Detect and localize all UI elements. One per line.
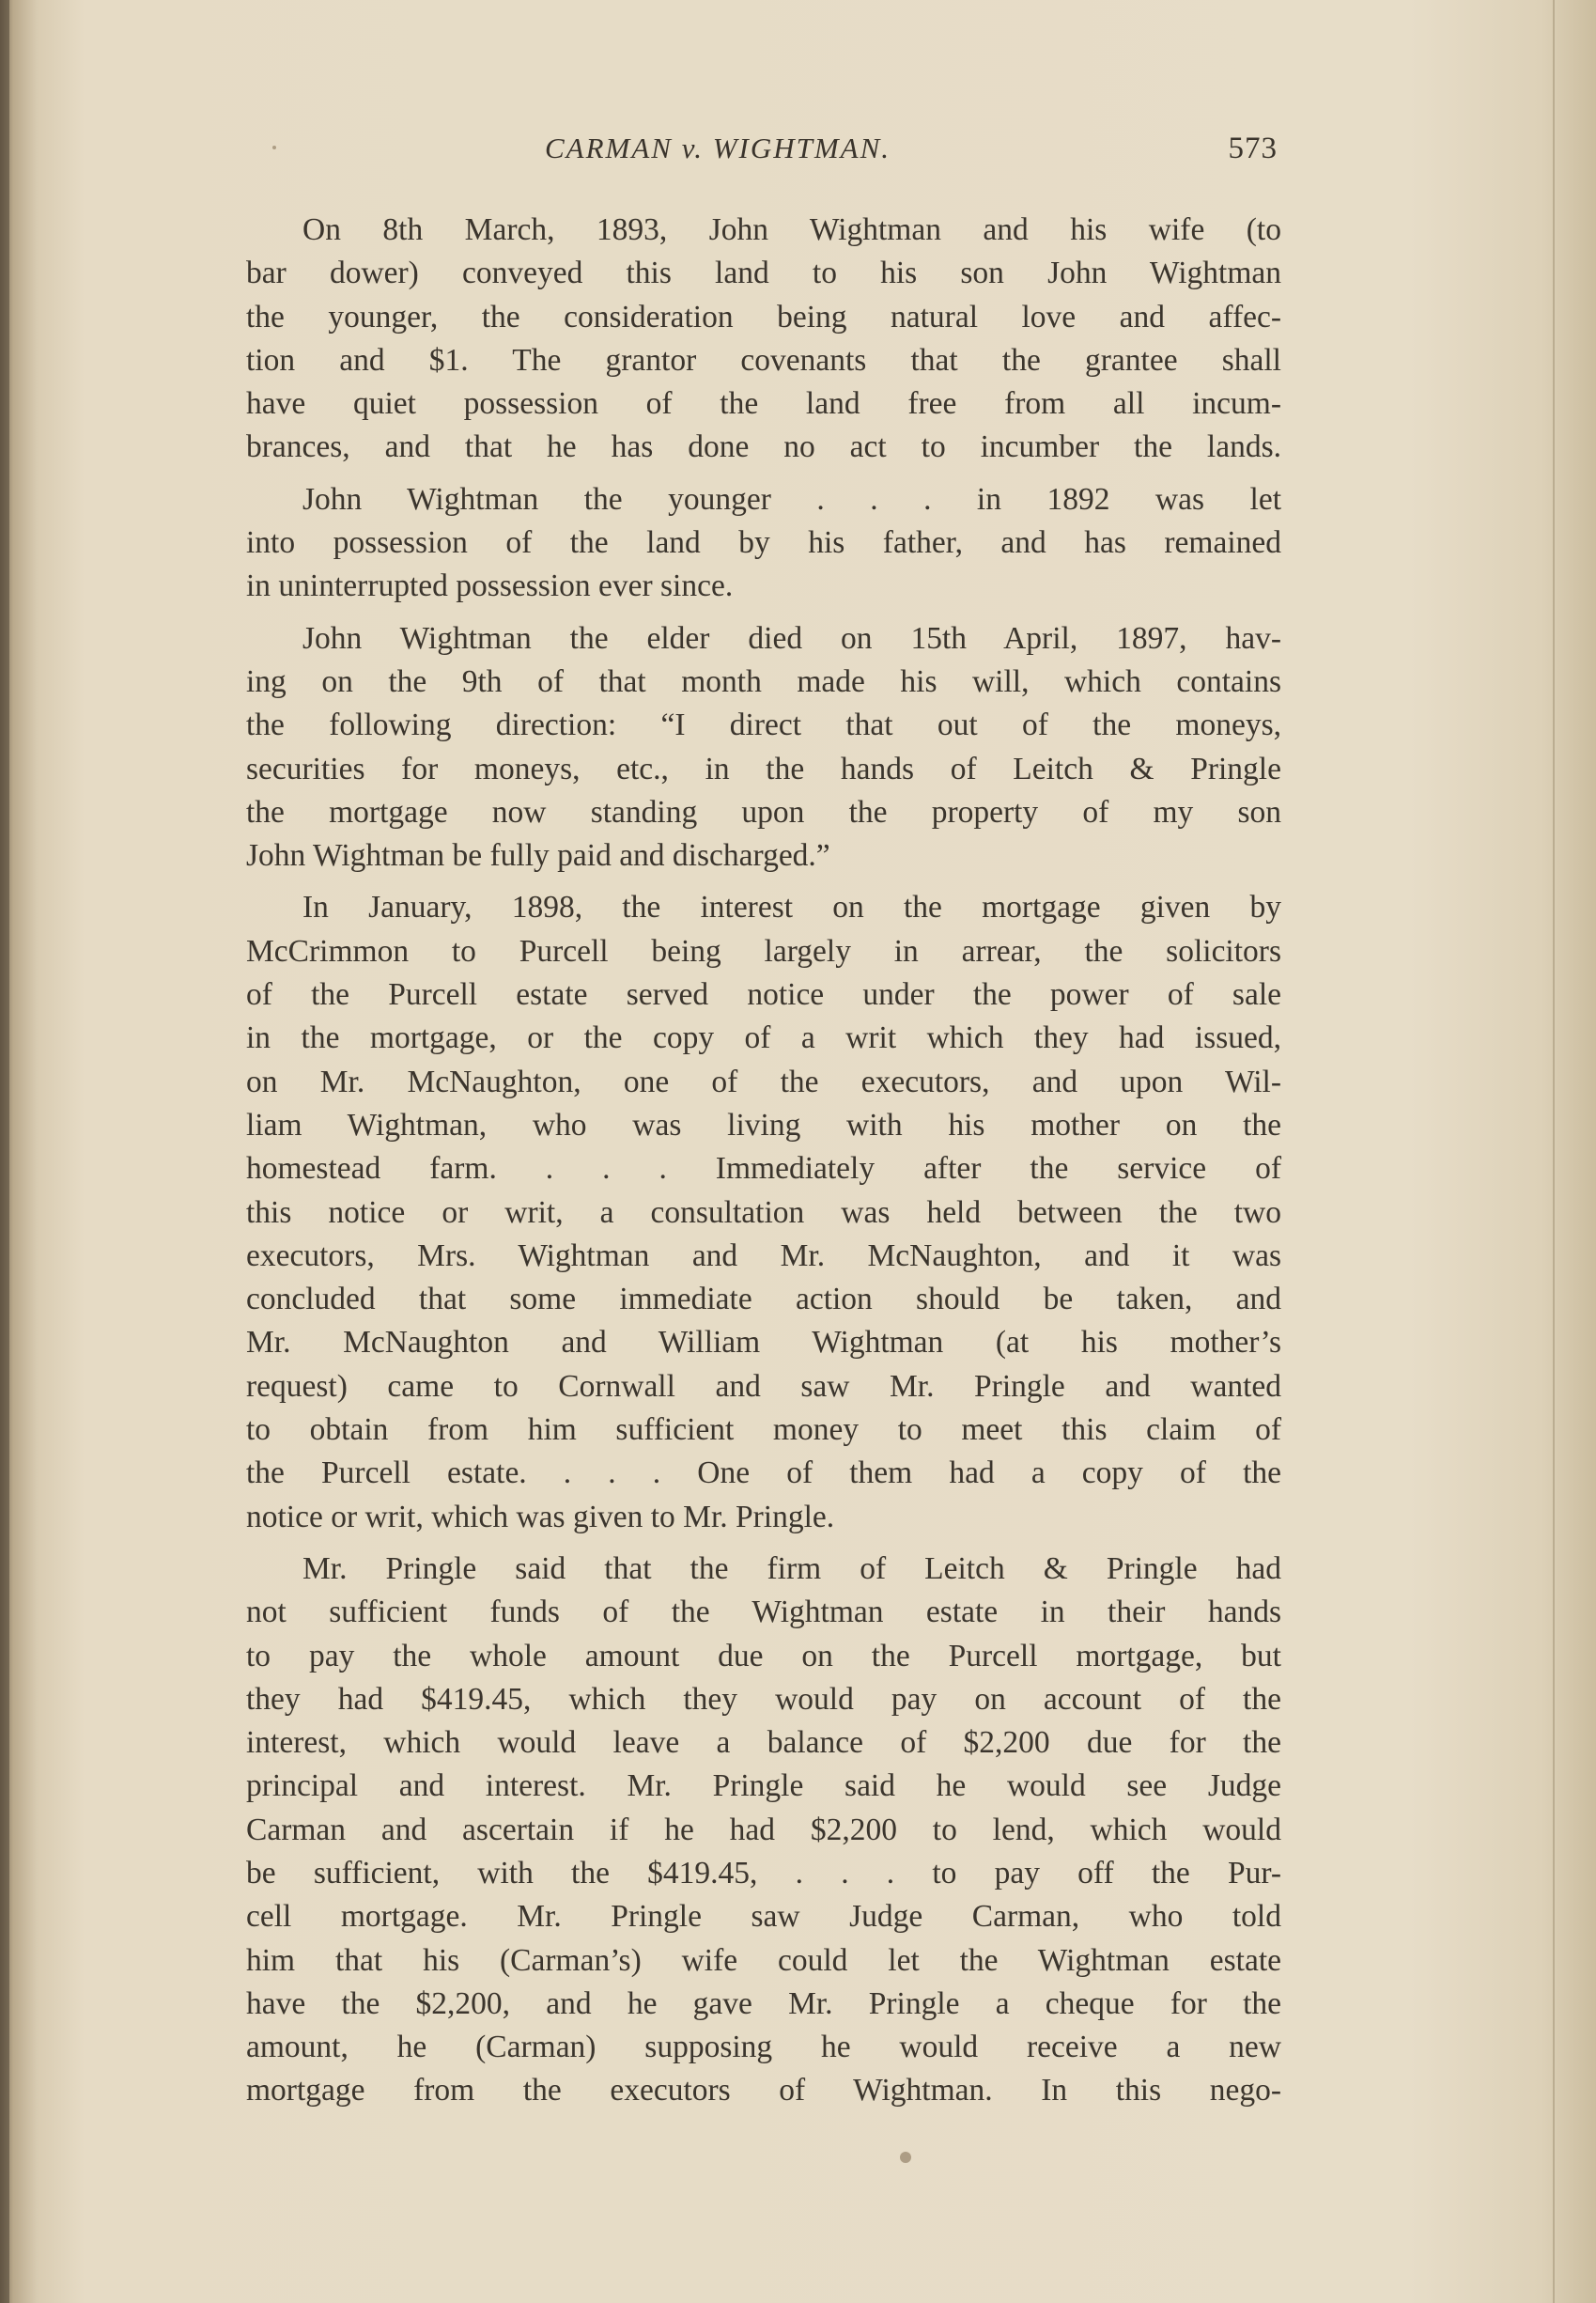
- text-line: him that his (Carman’s) wife could let the Wightman estate: [246, 1942, 1281, 1978]
- ink-speck: [900, 2152, 911, 2163]
- text-line: concluded that some immediate action should be taken, and: [246, 1282, 1281, 1317]
- text-line: the Purcell estate. . . . One of them had a copy of the: [246, 1455, 1281, 1491]
- text-line: have quiet possession of the land free from all incum-: [246, 386, 1281, 422]
- text-line: the following direction: “I direct that out of the moneys,: [246, 708, 1281, 743]
- paragraph: [246, 478, 1281, 609]
- page-header: [244, 132, 1278, 179]
- running-title: CARMAN v. WIGHTMAN.: [545, 132, 891, 164]
- text-line: brances, and that he has done no act to incumber the lands.: [246, 429, 1281, 465]
- text-line: on Mr. McNaughton, one of the executors, and upon Wil-: [246, 1064, 1281, 1099]
- text-line: Carman and ascertain if he had $2,200 to lend, which would: [246, 1812, 1281, 1847]
- text-line: this notice or writ, a consultation was held between the two: [246, 1194, 1281, 1230]
- text-line: the mortgage now standing upon the property of my son: [246, 794, 1281, 830]
- text-line: bar dower) conveyed this land to his son John Wightman: [246, 256, 1281, 291]
- text-line: of the Purcell estate served notice under the power of sale: [246, 977, 1281, 1013]
- page-number: 573: [1228, 132, 1278, 165]
- text-line: homestead farm. . . . Immediately after the service of: [246, 1151, 1281, 1187]
- text-line: cell mortgage. Mr. Pringle saw Judge Carman, who told: [246, 1899, 1281, 1935]
- text-line: request) came to Cornwall and saw Mr. Pringle and wanted: [246, 1368, 1281, 1404]
- text-line: John Wightman the younger . . . in 1892 was let: [302, 481, 1281, 517]
- paragraph: [246, 617, 1281, 879]
- text-line: notice or writ, which was given to Mr. Pringle.: [246, 1499, 835, 1534]
- text-line: the younger, the consideration being natural love and affec-: [246, 299, 1281, 335]
- text-line: into possession of the land by his father, and has remained: [246, 525, 1281, 561]
- binding-gutter: [0, 0, 9, 2303]
- paragraph: [246, 1548, 1281, 2113]
- text-line: McCrimmon to Purcell being largely in arrear, the solicitors: [246, 933, 1281, 969]
- text-line: tion and $1. The grantor covenants that the grantee shall: [246, 342, 1281, 378]
- text-line: Mr. Pringle said that the firm of Leitch & Pringle had: [302, 1550, 1281, 1586]
- ink-speck: [272, 146, 276, 149]
- text-line: liam Wightman, who was living with his mother on the: [246, 1107, 1281, 1143]
- text-line: amount, he (Carman) supposing he would receive a new: [246, 2030, 1281, 2065]
- text-line: have the $2,200, and he gave Mr. Pringle a cheque for the: [246, 1985, 1281, 2021]
- text-line: On 8th March, 1893, John Wightman and his wife (to: [302, 212, 1281, 247]
- text-line: securities for moneys, etc., in the hands of Leitch & Pringle: [246, 751, 1281, 786]
- text-line: Mr. McNaughton and William Wightman (at his mother’s: [246, 1325, 1281, 1361]
- text-line: principal and interest. Mr. Pringle said he would see Judge: [246, 1768, 1281, 1804]
- paragraph: [246, 886, 1281, 1538]
- text-line: John Wightman the elder died on 15th April, 1897, hav-: [302, 620, 1281, 656]
- text-line: mortgage from the executors of Wightman. In this nego-: [246, 2073, 1281, 2108]
- text-line: in uninterrupted possession ever since.: [246, 568, 734, 604]
- text-line: John Wightman be fully paid and discharged.”: [246, 838, 830, 874]
- text-line: to obtain from him sufficient money to meet this claim of: [246, 1412, 1281, 1448]
- text-line: be sufficient, with the $419.45, . . . to pay off the Pur-: [246, 1855, 1281, 1891]
- paragraph: [246, 209, 1281, 470]
- text-line: they had $419.45, which they would pay on account of the: [246, 1681, 1281, 1717]
- text-line: executors, Mrs. Wightman and Mr. McNaughton, and it was: [246, 1237, 1281, 1273]
- text-line: in the mortgage, or the copy of a writ which they had issued,: [246, 1020, 1281, 1056]
- text-line: ing on the 9th of that month made his will, which contains: [246, 663, 1281, 699]
- text-line: to pay the whole amount due on the Purcell mortgage, but: [246, 1638, 1281, 1673]
- text-line: interest, which would leave a balance of $2,200 due for the: [246, 1725, 1281, 1761]
- text-line: In January, 1898, the interest on the mortgage given by: [302, 890, 1281, 926]
- body-text: [246, 209, 1281, 2122]
- text-line: not sufficient funds of the Wightman estate in their hands: [246, 1595, 1281, 1630]
